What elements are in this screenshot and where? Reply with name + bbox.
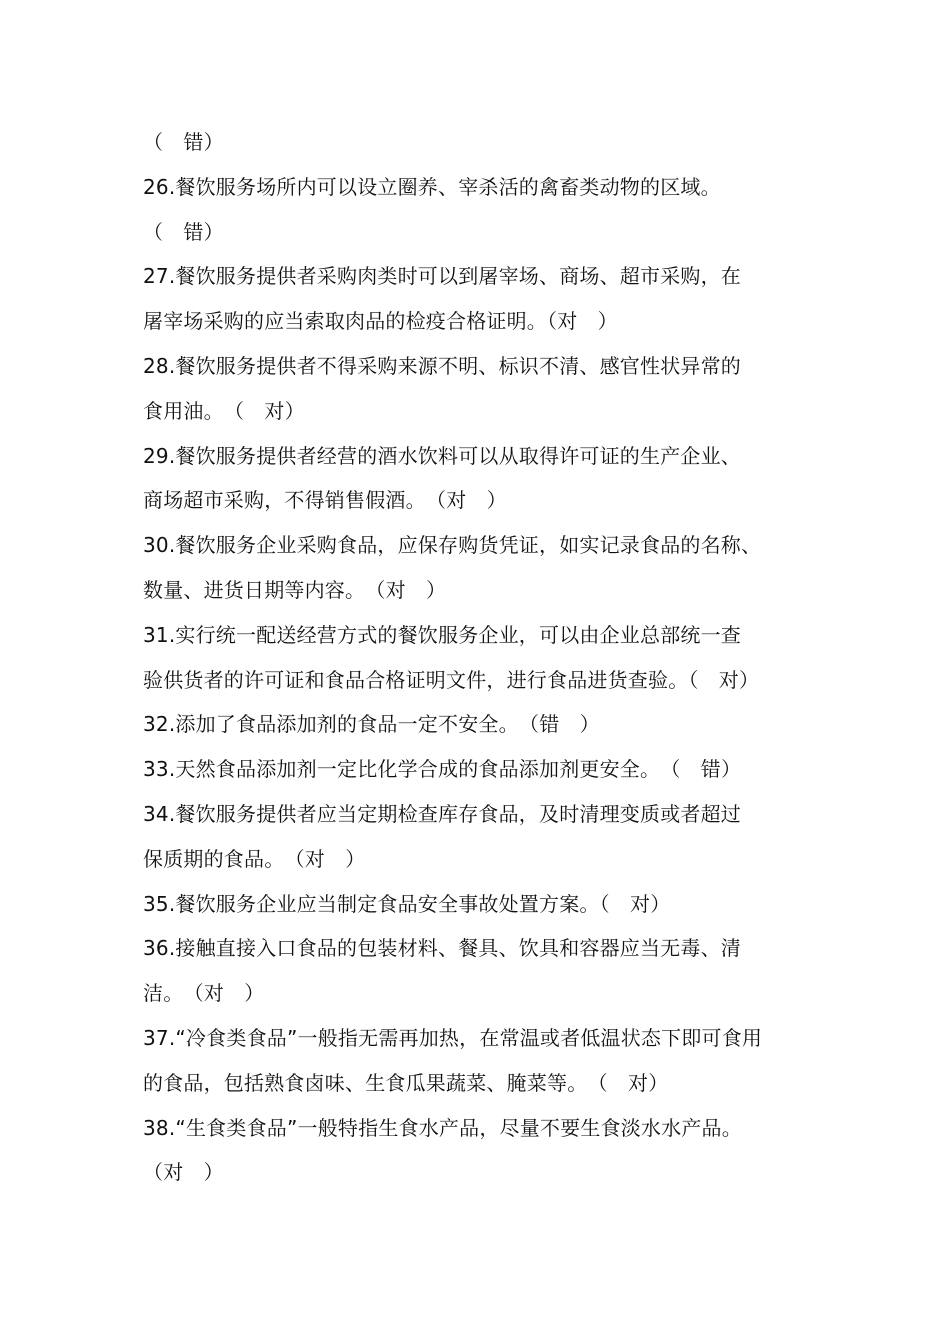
question-list bbox=[143, 120, 823, 1195]
text-line: 食用油。 （ 对） bbox=[143, 398, 305, 423]
text-line: 的食品，包括熟食卤味、生食瓜果蔬菜、腌菜等。 （ 对） bbox=[143, 1070, 669, 1095]
text-line: 洁。 （对 ） bbox=[143, 981, 265, 1006]
text-line: 32.添加了食品添加剂的食品一定不安全。 （错 ） bbox=[143, 712, 600, 737]
text-line: 商场超市采购，不得销售假酒。 （对 ） bbox=[143, 488, 507, 513]
text-line: 37.“冷食类食品”一般指无需再加热，在常温或者低温状态下即可食用 bbox=[143, 1025, 763, 1050]
text-line: 26.餐饮服务场所内可以设立圈养、宰杀活的禽畜类动物的区域。 bbox=[143, 174, 721, 199]
text-line: 屠宰场采购的应当索取肉品的检疫合格证明。（对 ） bbox=[143, 309, 618, 334]
text-line: 30.餐饮服务企业采购食品，应保存购货凭证，如实记录食品的名称、 bbox=[143, 533, 762, 558]
text-line: 验供货者的许可证和食品合格证明文件，进行食品进货查验。（ 对） bbox=[143, 667, 760, 692]
text-line: 34.餐饮服务提供者应当定期检查库存食品，及时清理变质或者超过 bbox=[143, 801, 742, 826]
text-line: 35.餐饮服务企业应当制定食品安全事故处置方案。（ 对） bbox=[143, 891, 671, 916]
text-line: （ 错） bbox=[143, 130, 224, 154]
text-line: 28.餐饮服务提供者不得采购来源不明、标识不清、感官性状异常的 bbox=[143, 353, 742, 378]
text-line: 36.接触直接入口食品的包装材料、餐具、饮具和容器应当无毒、清 bbox=[143, 936, 742, 961]
text-line: （对 ） bbox=[143, 1160, 224, 1185]
text-line: 38.“生食类食品”一般特指生食水产品，尽量不要生食淡水水产品。 bbox=[143, 1115, 742, 1140]
text-line: 31.实行统一配送经营方式的餐饮服务企业，可以由企业总部统一查 bbox=[143, 622, 742, 647]
text-line: （ 错） bbox=[143, 219, 224, 244]
text-line: 27.餐饮服务提供者采购肉类时可以到屠宰场、商场、超市采购，在 bbox=[143, 264, 742, 289]
text-line: 29.餐饮服务提供者经营的酒水饮料可以从取得许可证的生产企业、 bbox=[143, 443, 742, 468]
text-line: 保质期的食品。 （对 ） bbox=[143, 846, 366, 871]
text-line: 数量、进货日期等内容。 （对 ） bbox=[143, 577, 447, 602]
text-line: 33.天然食品添加剂一定比化学合成的食品添加剂更安全。 （ 错） bbox=[143, 757, 742, 782]
